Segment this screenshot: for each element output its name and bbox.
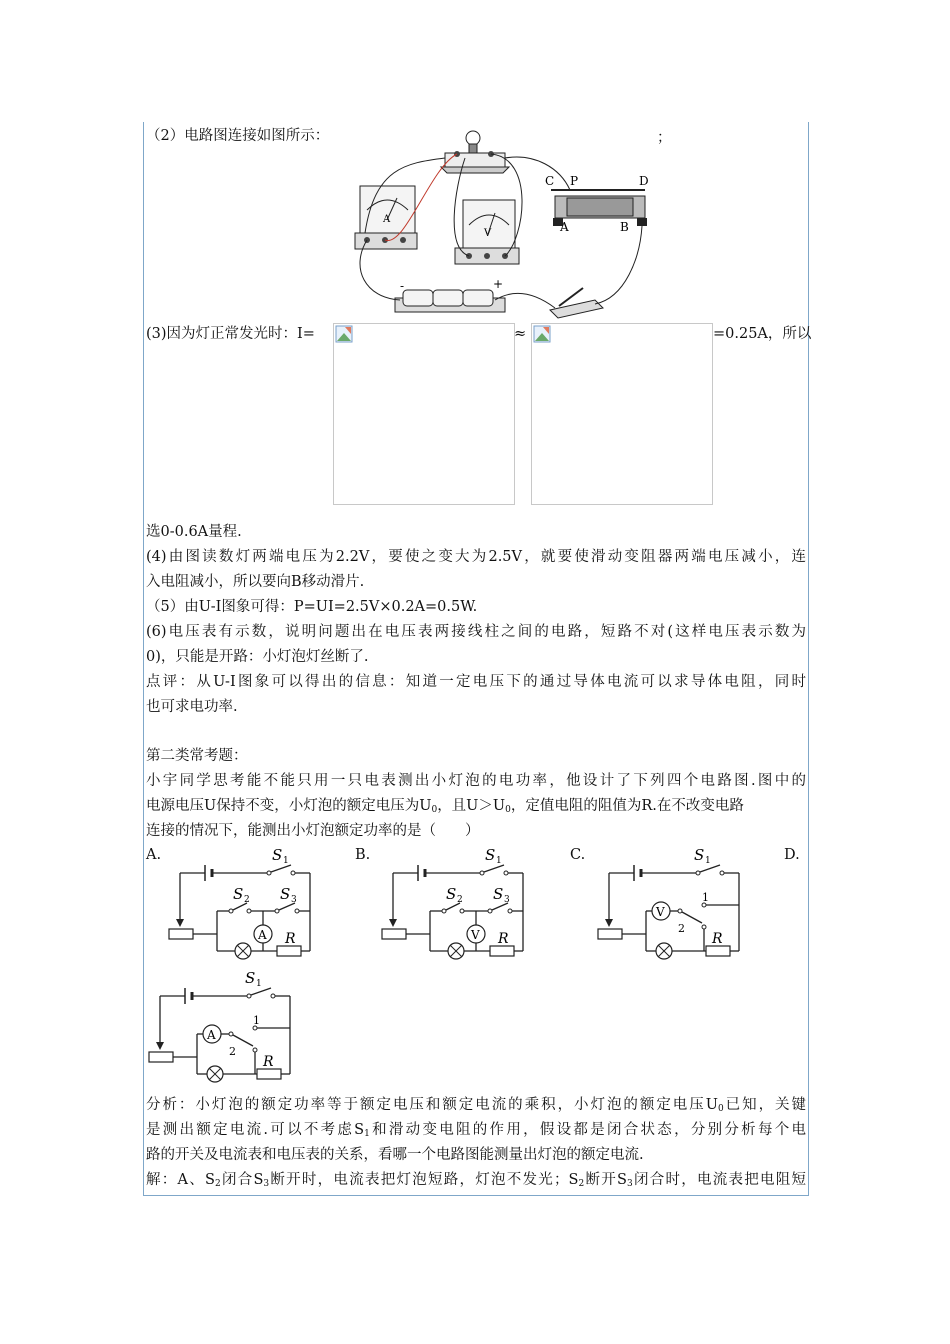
label-r: R (498, 931, 509, 947)
text-line: 入电阻减小，所以要向B移动滑片. (146, 574, 365, 590)
text-line: =0.25A，所以 (713, 326, 812, 342)
text-line: 点评：从U-I图象可以得出的信息：知道一定电压下的通过导体电流可以求导体电阻，同时 (146, 674, 806, 690)
label-s1-sub: 1 (283, 856, 289, 866)
text-line: （2）电路图连接如图所示： (146, 128, 330, 144)
text-line: 电源电压U保持不变，小灯泡的额定电压为$U_0$，且$U>U_0$，定值电阻的阻值为R.在不改变电路 (146, 798, 744, 815)
label-pos1: 1 (702, 891, 709, 904)
label-s1: S (485, 846, 496, 864)
circuit-c (594, 843, 749, 963)
text-line: 是测出额定电流.可以不考虑$S_1$和滑动变电阻的作用，假设都是闭合状态，分别分析每个电 (146, 1122, 807, 1139)
text-line: 分析：小灯泡的额定功率等于额定电压和额定电流的乘积，小灯泡的额定电压$U_0$已知，关键 (146, 1097, 807, 1114)
option-label-a: A. (146, 847, 162, 863)
text-line: 0)，只能是开路：小灯泡灯丝断了. (146, 649, 369, 665)
formula-image-2 (531, 323, 713, 505)
label-s1: S (245, 969, 256, 987)
label-pos2: 2 (678, 922, 685, 935)
text-line: 也可求电功率. (146, 699, 238, 715)
text-line: (6)电压表有示数，说明问题出在电压表两接线柱之间的电路，短路不对(这样电压表示数为 (146, 624, 806, 640)
label-s2-sub: 2 (244, 895, 250, 905)
text-line: 小宇同学思考能不能只用一只电表测出小灯泡的电功率，他设计了下列四个电路图.图中的 (146, 773, 806, 789)
rheostat-label-b: B (620, 220, 629, 234)
label-pos2: 2 (229, 1045, 236, 1058)
option-label-b: B. (355, 847, 371, 863)
rheostat-label-d: D (639, 174, 649, 188)
label-s1: S (272, 846, 283, 864)
battery-pos: + (493, 277, 504, 291)
option-label-d: D. (784, 847, 800, 863)
label-pos1: 1 (253, 1014, 260, 1027)
text-line: 路的开关及电流表和电压表的关系，看哪一个电路图能测量出灯泡的额定电流. (146, 1147, 644, 1163)
label-s2-sub: 2 (457, 895, 463, 905)
label-r: R (263, 1054, 274, 1070)
battery-neg: - (400, 279, 405, 293)
circuit-wiring-photo (345, 128, 660, 323)
label-r: R (285, 931, 296, 947)
ammeter-label: A (383, 214, 391, 225)
label-s2: S (446, 885, 457, 903)
rheostat-label-a: A (560, 220, 569, 234)
circuit-a (165, 843, 320, 963)
label-s3-sub: 3 (504, 895, 510, 905)
label-s3-sub: 3 (291, 895, 297, 905)
label-s2: S (233, 885, 244, 903)
text-approx: ≈ (514, 326, 527, 342)
meter-label: V (656, 905, 665, 919)
broken-image-icon (533, 325, 551, 343)
label-s1: S (694, 846, 705, 864)
label-s1-sub: 1 (256, 979, 262, 989)
meter-label: V (471, 928, 480, 942)
circuit-d (145, 966, 300, 1086)
text-line: 连接的情况下，能测出小灯泡额定功率的是（ ） (146, 823, 480, 839)
voltmeter-label: V (484, 228, 492, 239)
text-line: (3)因为灯正常发光时：I= (146, 326, 315, 342)
section-heading: 第二类常考题： (146, 748, 248, 764)
label-s1-sub: 1 (705, 856, 711, 866)
text-line: 选0-0.6A量程. (146, 524, 242, 540)
label-s3: S (280, 885, 291, 903)
text-line: （5）由U-I图象可得：P=UI=2.5V×0.2A=0.5W. (146, 599, 478, 615)
text-line: 解：A、$S_2$闭合$S_3$断开时，电流表把灯泡短路，灯泡不发光；$S_2$断开$S_3$闭合时，电流表把电阻短 (146, 1172, 807, 1189)
formula-image-1 (333, 323, 515, 505)
label-r: R (712, 931, 723, 947)
circuit-b (378, 843, 533, 963)
option-label-c: C. (570, 847, 586, 863)
label-s1-sub: 1 (496, 856, 502, 866)
meter-label: A (258, 928, 267, 942)
text-line: (4)由图读数灯两端电压为2.2V，要使之变大为2.5V，就要使滑动变阻器两端电压减小，连 (146, 549, 806, 565)
rheostat-label-c: C (545, 174, 555, 188)
label-s3: S (493, 885, 504, 903)
broken-image-icon (335, 325, 353, 343)
text-semicolon: ； (657, 130, 672, 146)
meter-label: A (207, 1028, 216, 1042)
rheostat-label-p: P (570, 174, 579, 188)
